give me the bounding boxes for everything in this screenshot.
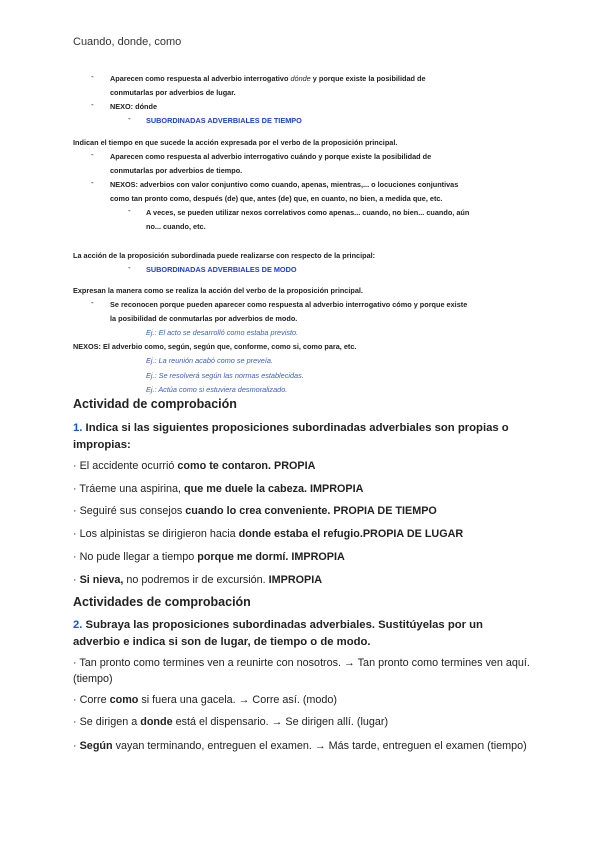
question-number: 2. xyxy=(73,619,83,631)
item-text: · Los alpinistas se dirigieron hacia xyxy=(73,528,239,540)
tiempo-bullet-1-line1: Aparecen como respuesta al adverbio interrogativo cuándo y porque existe la posibilidad de xyxy=(110,152,432,161)
modo-pre: La acción de la proposición subordinada puede realizarse con respecto de la principal: xyxy=(73,251,376,260)
page-header-title: Cuando, donde, como xyxy=(73,36,182,48)
tiempo-sub-line2: no... cuando, etc. xyxy=(146,222,206,231)
bullet-dash: - xyxy=(91,298,94,307)
activity-1-question xyxy=(73,420,533,454)
activity-2-item-3 xyxy=(73,714,543,730)
lugar-bullet-1-line2: conmutarlas por adverbios de lugar. xyxy=(110,88,236,97)
activity-1-item-4 xyxy=(73,526,543,542)
item-text: si fuera una gacela. → Corre así. (modo) xyxy=(138,694,338,706)
bullet-dash: - xyxy=(91,72,94,81)
item-text: · Tráeme una aspirina, xyxy=(73,483,185,495)
tiempo-intro: Indican el tiempo en que sucede la acción expresada por el verbo de la proposición principal. xyxy=(73,138,398,147)
activity-1-item-6 xyxy=(73,572,543,588)
item-bold: IMPROPIA xyxy=(268,574,323,586)
example-label: Ej.: xyxy=(146,328,157,337)
modo-example-3 xyxy=(146,369,304,383)
activity-2-item-1 xyxy=(73,655,543,687)
bullet-dash: - xyxy=(128,114,131,123)
item-bold: donde estaba el refugio.PROPIA DE LUGAR xyxy=(238,528,464,540)
example-label: Ej.: xyxy=(146,356,157,365)
tiempo-heading: SUBORDINADAS ADVERBIALES DE TIEMPO xyxy=(146,116,302,125)
item-text: · Seguiré sus consejos xyxy=(73,505,186,517)
example-text: Se resolverá según las normas establecidas. xyxy=(158,371,304,380)
item-bold: Si nieva, xyxy=(79,574,124,586)
modo-nexos: NEXOS: El adverbio como, según, según que, conforme, como si, como para, etc. xyxy=(73,342,357,351)
lugar-bullet-1-text: Aparecen como respuesta al adverbio interrogativo xyxy=(110,74,291,83)
tiempo-bullet-2-line1: NEXOS: adverbios con valor conjuntivo como cuando, apenas, mientras,... o locuciones conjuntivas xyxy=(110,180,459,189)
question-number: 1. xyxy=(73,422,83,434)
activity-1-title: Actividad de comprobación xyxy=(73,397,237,411)
activity-1-item-1 xyxy=(73,458,543,474)
item-text: · No pude llegar a tiempo xyxy=(73,551,198,563)
item-text: · xyxy=(73,740,80,752)
modo-example-4 xyxy=(146,383,287,397)
modo-heading: SUBORDINADAS ADVERBIALES DE MODO xyxy=(146,265,297,274)
activity-2-question xyxy=(73,617,533,651)
example-label: Ej.: xyxy=(146,385,157,394)
modo-bullet-1-line1: Se reconocen porque pueden aparecer como respuesta al adverbio interrogativo cómo y porque existe xyxy=(110,300,468,309)
item-bold: cuando lo crea conveniente. PROPIA DE TIEMPO xyxy=(185,505,437,517)
lugar-bullet-1-post: y porque existe la posibilidad de xyxy=(310,74,426,83)
item-text: · Se dirigen a xyxy=(73,716,141,728)
bullet-dash: - xyxy=(128,206,131,215)
bullet-dash: - xyxy=(128,263,131,272)
tiempo-bullet-1-line2: conmutarlas por adverbios de tiempo. xyxy=(110,166,243,175)
modo-example-2 xyxy=(146,354,273,368)
activity-1-item-2 xyxy=(73,481,543,497)
item-bold: donde xyxy=(140,716,173,728)
item-text: vayan terminando, entreguen el examen. → Más tarde, entreguen el examen (tiempo) xyxy=(112,740,527,752)
bullet-dash: - xyxy=(91,100,94,109)
example-label: Ej.: xyxy=(146,371,157,380)
question-text: Subraya las proposiciones subordinadas adverbiales. Sustitúyelas por un adverbio e indica si son de lugar, de tiempo o de modo. xyxy=(73,619,483,648)
activity-1-item-5 xyxy=(73,549,543,565)
activity-2-title: Actividades de comprobación xyxy=(73,595,251,609)
modo-example-1 xyxy=(146,326,298,340)
item-bold: como xyxy=(109,694,139,706)
activity-2-item-4 xyxy=(73,738,543,754)
bullet-dash: - xyxy=(91,178,94,187)
example-text: La reunión acabó como se preveía. xyxy=(158,356,273,365)
modo-intro: Expresan la manera como se realiza la acción del verbo de la proposición principal. xyxy=(73,286,363,295)
lugar-bullet-1 xyxy=(110,72,530,86)
lugar-bullet-1-em: dónde xyxy=(290,74,311,83)
lugar-nexo: NEXO: dónde xyxy=(110,102,158,111)
item-bold: Según xyxy=(79,740,113,752)
activity-1-item-3 xyxy=(73,503,543,519)
tiempo-sub-line1: A veces, se pueden utilizar nexos correlativos como apenas... cuando, no bien... cuando, aún xyxy=(146,208,470,217)
bullet-dash: - xyxy=(91,150,94,159)
item-text: no podremos ir de excursión. xyxy=(123,574,269,586)
question-text: Indica si las siguientes proposiciones subordinadas adverbiales son propias o impropias: xyxy=(73,422,509,451)
item-text: · xyxy=(73,574,80,586)
item-text: · Tan pronto como termines ven a reunirte con nosotros. → Tan pronto como termines ven aquí. (tiempo) xyxy=(73,657,530,685)
example-text: El acto se desarrolló como estaba previsto. xyxy=(158,328,299,337)
item-bold: que me duele la cabeza. IMPROPIA xyxy=(184,483,364,495)
example-text: Actúa como si estuviera desmoralizado. xyxy=(158,385,288,394)
modo-bullet-1-line2: la posibilidad de conmutarlas por adverbios de modo. xyxy=(110,314,298,323)
item-bold: porque me dormí. IMPROPIA xyxy=(197,551,345,563)
activity-2-item-2 xyxy=(73,692,543,708)
item-bold: como te contaron. PROPIA xyxy=(177,460,316,472)
item-text: · El accidente ocurrió xyxy=(73,460,178,472)
tiempo-bullet-2-line2: como tan pronto como, después (de) que, antes (de) que, en cuanto, no bien, a medida que, etc. xyxy=(110,194,443,203)
item-text: está el dispensario. → Se dirigen allí. (lugar) xyxy=(172,716,389,728)
item-text: · Corre xyxy=(73,694,110,706)
